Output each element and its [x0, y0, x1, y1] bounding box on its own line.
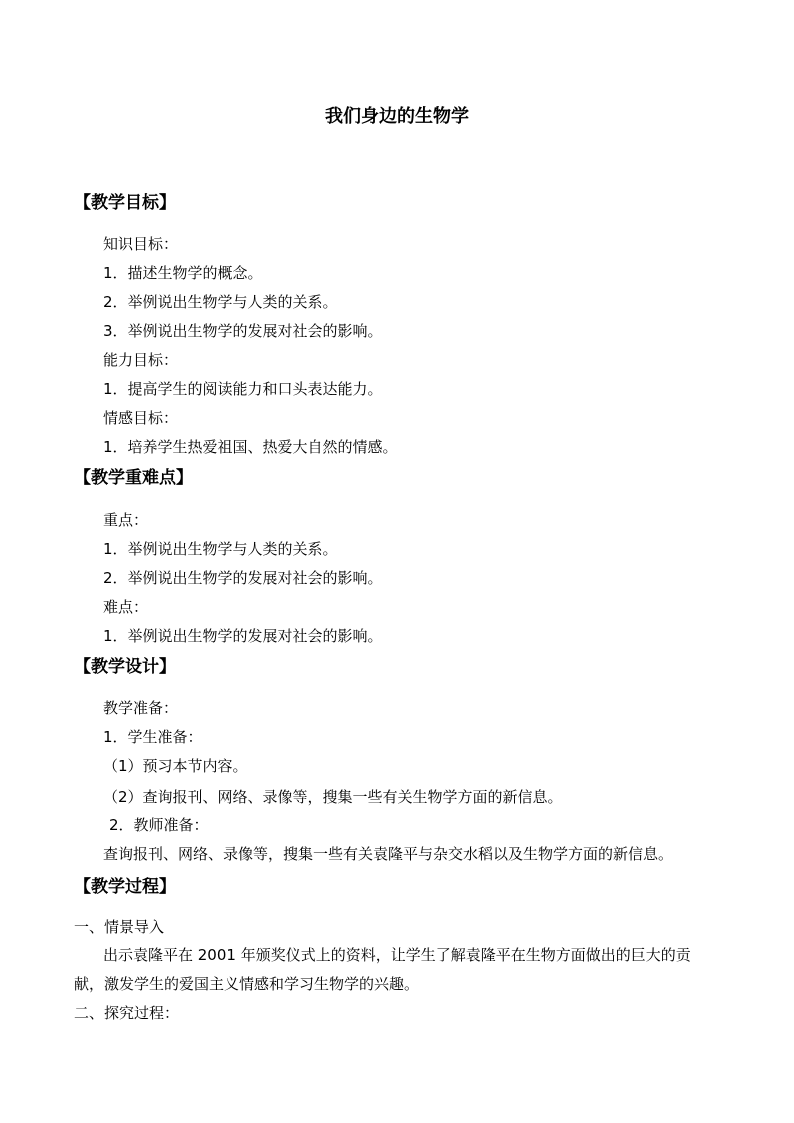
document-title: 我们身边的生物学	[325, 106, 469, 127]
process-step-title: 一、情景导入	[74, 918, 165, 936]
teacher-prep-label: 2．教师准备：	[109, 816, 209, 834]
process-step-text: 出示袁隆平在 2001 年颁奖仪式上的资料，让学生了解袁隆平在生物方面做出的巨大的贡	[103, 946, 691, 964]
difficulty-item: 1．举例说出生物学的发展对社会的影响。	[103, 627, 383, 645]
knowledge-goal-item: 1．描述生物学的概念。	[103, 264, 263, 282]
knowledge-goal-item: 2．举例说出生物学与人类的关系。	[103, 293, 338, 311]
ability-goal-label: 能力目标：	[103, 351, 179, 369]
difficulty-label: 难点：	[103, 598, 149, 616]
teacher-prep-item: 查询报刊、网络、录像等，搜集一些有关袁隆平与杂交水稻以及生物学方面的新信息。	[103, 845, 674, 863]
prep-label: 教学准备：	[103, 699, 179, 717]
emotion-goal-label: 情感目标：	[103, 409, 179, 427]
section-heading-goals: 【教学目标】	[74, 193, 176, 213]
focus-item: 1．举例说出生物学与人类的关系。	[103, 540, 338, 558]
section-heading-process: 【教学过程】	[74, 877, 176, 897]
process-step-title: 二、探究过程：	[74, 1004, 180, 1022]
ability-goal-item: 1．提高学生的阅读能力和口头表达能力。	[103, 380, 383, 398]
focus-item: 2．举例说出生物学的发展对社会的影响。	[103, 569, 383, 587]
emotion-goal-item: 1．培养学生热爱祖国、热爱大自然的情感。	[103, 438, 398, 456]
section-heading-design: 【教学设计】	[74, 657, 176, 677]
process-step-text: 献，激发学生的爱国主义情感和学习生物学的兴趣。	[74, 975, 420, 993]
knowledge-goal-label: 知识目标：	[103, 235, 179, 253]
student-prep-item: （1）预习本节内容。	[103, 757, 248, 775]
knowledge-goal-item: 3．举例说出生物学的发展对社会的影响。	[103, 322, 383, 340]
student-prep-label: 1．学生准备：	[103, 728, 203, 746]
focus-label: 重点：	[103, 511, 149, 529]
section-heading-key-points: 【教学重难点】	[74, 468, 193, 488]
student-prep-item: （2）查询报刊、网络、录像等，搜集一些有关生物学方面的新信息。	[103, 788, 563, 806]
